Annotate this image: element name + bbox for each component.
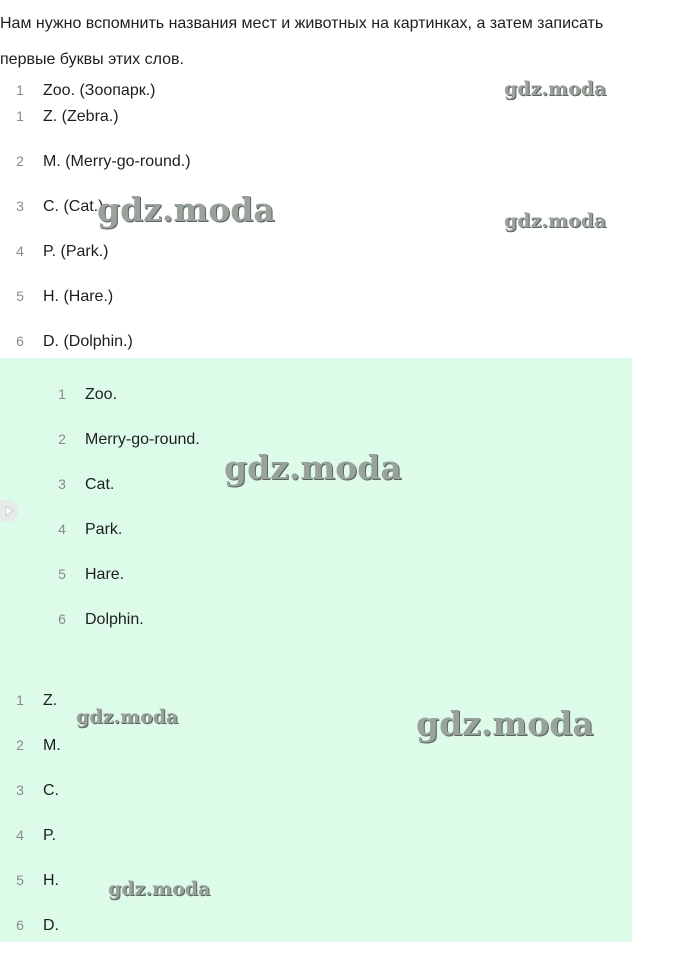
item-number: 4 xyxy=(58,521,66,537)
list-item xyxy=(50,472,114,496)
list-item xyxy=(8,149,191,173)
watermark: gdz.moda xyxy=(504,210,607,232)
item-text: D. (Dolphin.) xyxy=(43,333,133,350)
item-number: 2 xyxy=(16,153,24,169)
item-number: 1 xyxy=(16,108,24,124)
item-text: Merry-go-round. xyxy=(85,431,200,448)
watermark: gdz.moda xyxy=(416,704,594,743)
item-number: 3 xyxy=(16,198,24,214)
watermark: gdz.moda xyxy=(76,706,179,728)
item-number: 2 xyxy=(16,737,24,753)
item-text: Hare. xyxy=(85,566,125,583)
item-number: 5 xyxy=(58,566,66,582)
list-item xyxy=(8,284,113,308)
list-item xyxy=(8,688,57,712)
item-text: M. (Merry-go-round.) xyxy=(43,153,191,170)
item-number: 2 xyxy=(58,431,66,447)
watermark: gdz.moda xyxy=(97,190,275,229)
item-number: 1 xyxy=(16,692,24,708)
watermark: gdz.moda xyxy=(224,448,402,487)
list-item xyxy=(50,607,144,631)
intro-text: Нам нужно вспомнить названия мест и животных на картинках, а затем записать первые буквы этих слов. xyxy=(0,15,604,68)
item-number: 6 xyxy=(58,611,66,627)
item-number: 6 xyxy=(16,333,24,349)
list-item xyxy=(8,778,59,802)
list-item xyxy=(8,733,61,757)
item-number: 6 xyxy=(16,917,24,933)
list-item xyxy=(50,517,122,541)
list-item xyxy=(8,823,56,847)
item-text: D. xyxy=(43,917,59,934)
item-text: Zoo. xyxy=(85,386,118,403)
item-text: Park. xyxy=(85,521,123,538)
item-text: Dolphin. xyxy=(85,611,144,628)
item-text: H. xyxy=(43,872,59,889)
item-text: Z. (Zebra.) xyxy=(43,108,119,125)
watermark: gdz.moda xyxy=(504,78,607,100)
item-number: 1 xyxy=(16,82,24,98)
item-text: Cat. xyxy=(85,476,115,493)
item-number: 5 xyxy=(16,288,24,304)
list-item xyxy=(8,194,103,218)
item-text: Z. xyxy=(43,692,58,709)
item-text: H. (Hare.) xyxy=(43,288,114,305)
item-number: 1 xyxy=(58,386,66,402)
list-item xyxy=(50,427,200,451)
list-item xyxy=(8,104,119,128)
play-icon xyxy=(3,505,15,517)
item-number: 5 xyxy=(16,872,24,888)
item-text: P. (Park.) xyxy=(43,243,109,260)
item-text: Zoo. (Зоопарк.) xyxy=(43,82,156,99)
item-text: C. xyxy=(43,782,59,799)
list-item xyxy=(8,868,59,892)
list-item xyxy=(8,78,155,102)
item-text: C. (Cat.) xyxy=(43,198,104,215)
list-item xyxy=(50,382,117,406)
item-text: M. xyxy=(43,737,61,754)
item-number: 3 xyxy=(16,782,24,798)
watermark: gdz.moda xyxy=(108,878,211,900)
list-item xyxy=(8,913,59,937)
item-number: 3 xyxy=(58,476,66,492)
list-item xyxy=(8,329,133,353)
item-number: 4 xyxy=(16,827,24,843)
item-number: 4 xyxy=(16,243,24,259)
list-item xyxy=(50,562,124,586)
list-item xyxy=(8,239,109,263)
item-text: P. xyxy=(43,827,57,844)
